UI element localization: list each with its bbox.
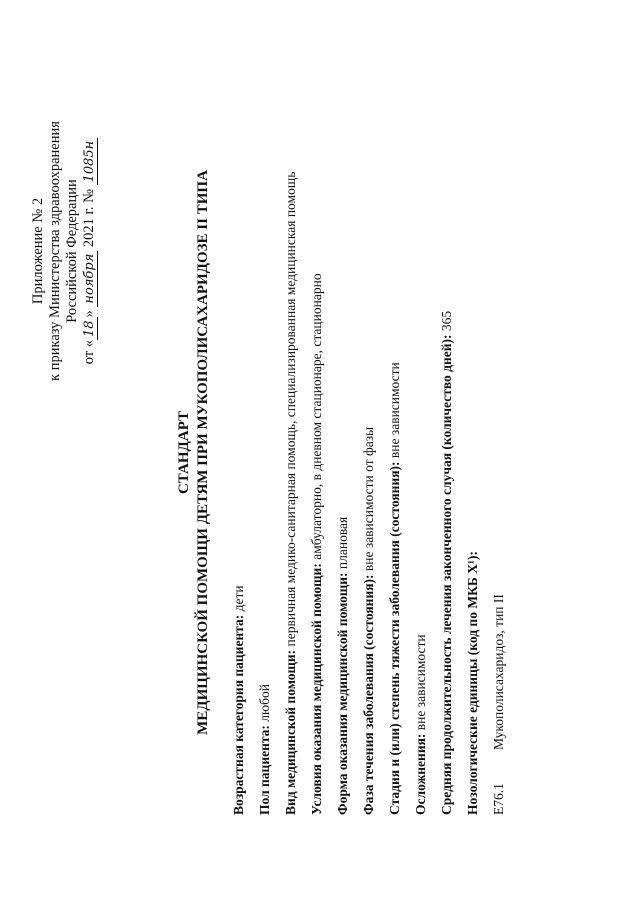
field-complications [413, 634, 429, 815]
field-value: плановая [335, 516, 350, 570]
field-age-category [231, 585, 247, 815]
title-line-2: МЕДИЦИНСКОЙ ПОМОЩИ ДЕТЯМ ПРИ МУКОПОЛИСАХАРИДОЗЕ II ТИПА [195, 170, 211, 735]
order-number: 1085н [83, 138, 98, 186]
order-date-line [81, 86, 98, 416]
field-label: Пол пациента: [257, 725, 272, 815]
field-label: Возрастная категория пациента: [231, 614, 246, 815]
field-value: вне зависимости [413, 634, 428, 731]
order-day: 18 [83, 317, 98, 340]
date-prefix: от « [81, 339, 97, 365]
field-care-type [283, 172, 299, 815]
field-value: амбулаторно, в дневном стационаре, стационарно [309, 273, 324, 560]
field-label: Нозологические единицы (код по МКБ X¹): [465, 551, 480, 815]
field-value: первичная медико-санитарная помощь, специализированная медицинская помощь [283, 171, 298, 647]
field-value: дети [231, 585, 246, 612]
field-treatment-duration [439, 311, 455, 815]
ministry-line: Российской Федерации [64, 179, 80, 323]
field-label: Средняя продолжительность лечения законченного случая (количество дней): [439, 334, 454, 815]
field-label: Условия оказания медицинской помощи: [309, 563, 324, 815]
appendix-number: Приложение № 2 [30, 197, 46, 305]
field-label: Фаза течения заболевания (состояния): [361, 574, 376, 815]
icd-description: Мукополисахаридоз, тип II [491, 594, 506, 750]
field-label: Осложнения: [413, 733, 428, 815]
field-nosology-header [465, 551, 481, 815]
field-label: Форма оказания медицинской помощи: [335, 572, 350, 815]
field-care-conditions [309, 273, 325, 815]
order-year: 2021 г. № [81, 189, 97, 248]
order-line: к приказу Министерства здравоохранения [47, 121, 63, 381]
field-label: Вид медицинской помощи: [283, 649, 298, 815]
order-month: ноября [83, 251, 98, 307]
field-label: Стадия и (или) степень тяжести заболевания (состояния): [387, 461, 402, 815]
date-mid: » [81, 310, 97, 318]
document-title [175, 0, 213, 905]
icd-code: E76.1 [491, 783, 506, 815]
field-care-form [335, 517, 351, 815]
field-value: 365 [439, 310, 454, 332]
field-disease-stage [387, 362, 403, 815]
field-value: вне зависимости [387, 362, 402, 459]
field-value: любой [257, 684, 272, 722]
approval-block [30, 86, 98, 416]
field-disease-phase [361, 427, 377, 815]
title-line-1: СТАНДАРТ [176, 410, 192, 495]
field-value: вне зависимости от фазы [361, 426, 376, 572]
field-sex [257, 684, 273, 815]
